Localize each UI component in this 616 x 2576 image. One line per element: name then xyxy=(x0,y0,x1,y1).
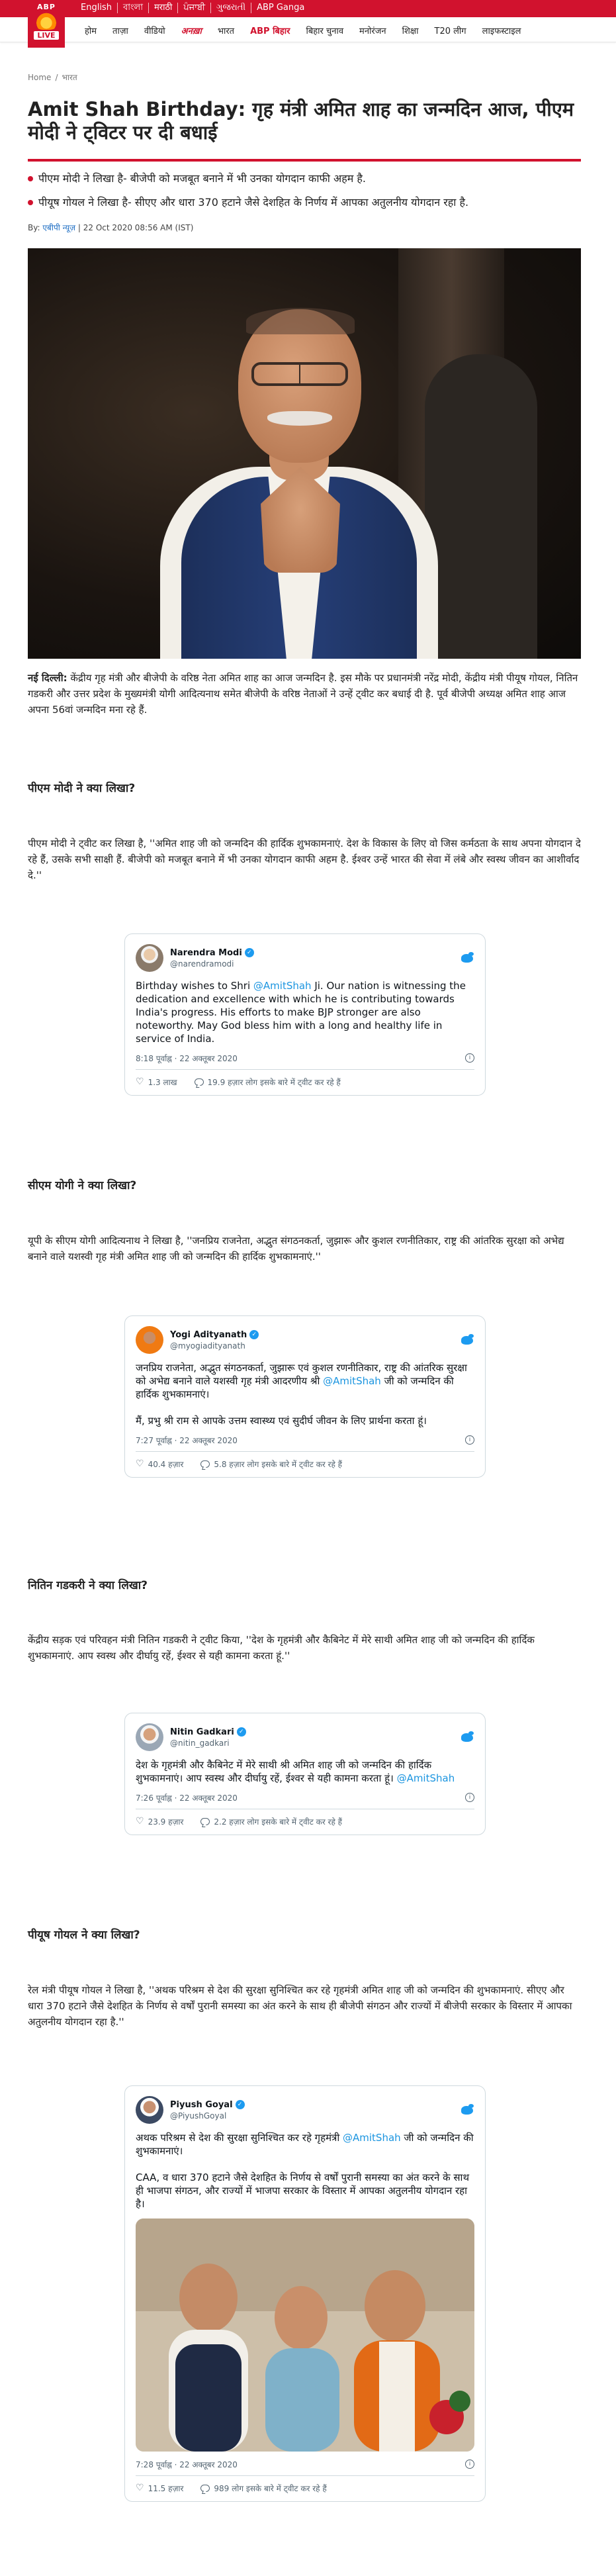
tweet-text xyxy=(136,1361,474,1427)
publish-date: 22 Oct 2020 08:56 AM (IST) xyxy=(83,223,194,232)
tweet-author-handle[interactable]: @nitin_gadkari xyxy=(170,1738,230,1748)
nav-video[interactable]: वीडियो xyxy=(144,26,165,36)
article-title: Amit Shah Birthday: गृह मंत्री अमित शाह का जन्मदिन आज, पीएम मोदी ने ट्विटर पर दी बधाई xyxy=(28,98,574,144)
info-icon[interactable]: i xyxy=(465,1793,474,1802)
highlight-item: पीयूष गोयल ने लिखा है- सीएए और धारा 370 हटाने जैसे देशहित के निर्णय में आपका अतुलनीय योगदान रहा है. xyxy=(28,195,581,211)
breadcrumb-section[interactable]: भारत xyxy=(62,73,77,82)
tweet-mention-link[interactable]: @AmitShah xyxy=(396,1772,455,1784)
lang-marathi[interactable]: मराठी xyxy=(149,3,178,13)
language-list xyxy=(75,3,310,13)
tweet-author-handle[interactable]: @myogiadityanath xyxy=(170,1341,245,1351)
section-paragraph-goyal: रेल मंत्री पीयूष गोयल ने लिखा है, ''अथक परिश्रम से देश की सुरक्षा सुनिश्चित कर रहे गृहमंत्री अमित शाह जी को जन्मदिन की शुभकामनाएं. सीएए और धारा 370 हटाने जैसे देशहित के निर्णय से वर्षों पुरानी समस्या का अंत करने के साथ ही बीजेपी संगठन और राज्यों में बीजेपी सरकार के विस्तार में आपका अतुलनीय योगदान रहा है.'' xyxy=(28,1984,572,2028)
article-highlights xyxy=(28,171,581,218)
verified-badge-icon: ✓ xyxy=(245,948,254,957)
tweet-text-part: जनप्रिय राजनेता, अद्भुत संगठनकर्ता, जुझारू एवं कुशल रणनीतिकार, राष्ट्र की आंतरिक सुरक्षा को अभेद्य बनाने वाले यशस्वी गृह मंत्री आदरणीय श्री xyxy=(136,1362,467,1387)
lang-gujarati[interactable]: ગુજરાતી xyxy=(211,3,251,13)
tweet-author-handle[interactable]: @PiyushGoyal xyxy=(170,2111,227,2121)
lead-dateline: नई दिल्ली: xyxy=(28,672,67,684)
abp-live-logo[interactable] xyxy=(28,0,65,48)
tweet-text xyxy=(136,2131,474,2211)
tweet-mention-link[interactable]: @AmitShah xyxy=(253,980,312,992)
twitter-bird-icon[interactable] xyxy=(460,2104,474,2116)
lang-bangla[interactable]: বাংলা xyxy=(118,3,149,13)
tweet-text-part: जी को जन्मदिन की शुभकामनाएं। CAA, व धारा 370 हटाने जैसे देशहित के निर्णय से वर्षों पुरानी समस्या का अंत करने के साथ ही भाजपा संगठन, और राज्यों में भाजपा सरकार के विस्तार में आपका अतुलनीय योगदान रहा है। xyxy=(136,2132,474,2210)
author-link[interactable]: एबीपी न्यूज़ xyxy=(42,223,76,232)
nav-t20-league[interactable]: T20 लीग xyxy=(434,26,466,36)
verified-badge-icon: ✓ xyxy=(237,1727,246,1737)
tweet-embed-yogi[interactable] xyxy=(124,1315,486,1478)
tweet-timestamp[interactable]: 7:28 पूर्वाह्न · 22 अक्तूबर 2020 xyxy=(136,2459,238,2469)
tweet-talking-count[interactable]: 19.9 हज़ार लोग इसके बारे में ट्वीट कर रहे हैं xyxy=(207,1077,341,1087)
nav-abp-bihar-label: ABP बिहार xyxy=(250,26,290,36)
tweet-like-count: 23.9 हज़ार xyxy=(148,1817,184,1827)
twitter-bird-icon[interactable] xyxy=(460,1334,474,1346)
hero-image xyxy=(28,248,581,659)
lang-english[interactable]: English xyxy=(75,3,118,13)
reply-icon[interactable] xyxy=(200,1460,210,1468)
tweet-divider xyxy=(136,1451,474,1452)
heart-icon[interactable]: ♡ xyxy=(136,2483,144,2493)
lang-punjabi[interactable]: ਪੰਜਾਬੀ xyxy=(178,3,211,13)
reply-icon[interactable] xyxy=(195,1078,204,1086)
byline xyxy=(28,222,193,233)
verified-badge-icon: ✓ xyxy=(236,2100,245,2109)
tweet-like-count: 1.3 लाख xyxy=(148,1077,177,1087)
info-icon[interactable]: i xyxy=(465,1053,474,1063)
nav-bihar-election[interactable]: बिहार चुनाव xyxy=(306,26,344,36)
tweet-text-part: देश के गृहमंत्री और कैबिनेट में मेरे साथी श्री अमित शाह जी को जन्मदिन की हार्दिक शुभकामनाएं। आप स्वस्थ और दीर्घायु रहें, ईश्वर से यही कामना करता हूं। xyxy=(136,1759,432,1784)
tweet-embed-gadkari[interactable] xyxy=(124,1713,486,1835)
section-heading-modi: पीएम मोदी ने क्या लिखा? xyxy=(28,782,136,795)
nav-lifestyle[interactable]: लाइफस्टाइल xyxy=(482,26,521,36)
byline-separator: | xyxy=(77,223,83,232)
tweet-author-name[interactable]: Yogi Adityanath xyxy=(170,1329,247,1340)
info-icon[interactable]: i xyxy=(465,2459,474,2469)
byline-prefix: By: xyxy=(28,223,40,232)
section-paragraph-yogi: यूपी के सीएम योगी आदित्यनाथ ने लिखा है, ''जनप्रिय राजनेता, अद्भुत संगठनकर्ता, जुझारू और कुशल रणनीतिकार, राष्ट्र की आंतरिक सुरक्षा को अभेद्य बनाने वाले यशस्वी गृह मंत्री अमित शाह जी को जन्मदिन की हार्दिक शुभकामनाएं.'' xyxy=(28,1235,564,1263)
breadcrumb-separator: / xyxy=(55,73,58,82)
tweet-embed-goyal[interactable] xyxy=(124,2085,486,2502)
heart-icon[interactable]: ♡ xyxy=(136,1076,144,1087)
tweet-author-name[interactable]: Narendra Modi xyxy=(170,947,242,958)
tweet-mention-link[interactable]: @AmitShah xyxy=(343,2132,401,2144)
nav-latest[interactable]: ताज़ा xyxy=(112,26,128,36)
breadcrumb xyxy=(28,72,77,83)
tweet-author-name[interactable]: Piyush Goyal xyxy=(170,2099,233,2110)
nav-india[interactable]: भारत xyxy=(217,26,235,36)
main-nav xyxy=(0,17,616,42)
logo-live-badge: LIVE xyxy=(34,31,58,40)
twitter-bird-icon[interactable] xyxy=(460,1731,474,1743)
tweet-embed-modi[interactable] xyxy=(124,933,486,1096)
tweet-photo-illustration xyxy=(136,2218,474,2452)
language-bar xyxy=(0,0,616,17)
verified-badge-icon: ✓ xyxy=(249,1330,259,1339)
tweet-author-handle[interactable]: @narendramodi xyxy=(170,959,234,969)
tweet-photo[interactable] xyxy=(136,2218,474,2452)
section-heading-yogi: सीएम योगी ने क्या लिखा? xyxy=(28,1179,137,1192)
lang-abp-ganga[interactable]: ABP Ganga xyxy=(257,3,305,13)
avatar[interactable] xyxy=(136,944,163,972)
tweet-like-count: 40.4 हज़ार xyxy=(148,1459,184,1469)
section-heading-gadkari: नितिन गडकरी ने क्या लिखा? xyxy=(28,1579,148,1592)
tweet-text-part: अथक परिश्रम से देश की सुरक्षा सुनिश्चित कर रहे गृहमंत्री xyxy=(136,2132,343,2144)
highlight-item: पीएम मोदी ने लिखा है- बीजेपी को मजबूत बनाने में भी उनका योगदान काफी अहम है. xyxy=(28,171,581,187)
breadcrumb-home[interactable]: Home xyxy=(28,73,52,82)
tweet-text xyxy=(136,1758,474,1785)
nav-home[interactable]: होम xyxy=(85,26,97,36)
title-divider xyxy=(28,159,581,162)
tweet-like-count: 11.5 हज़ार xyxy=(148,2483,184,2493)
lead-text: केंद्रीय गृह मंत्री और बीजेपी के वरिष्ठ नेता अमित शाह का आज जन्मदिन है. इस मौके पर प्रधानमंत्री नरेंद्र मोदी, केंद्रीय मंत्री पीयूष गोयल, नितिन गडकरी और उत्तर प्रदेश के मुख्यमंत्री योगी आदित्यनाथ समेत बीजेपी के वरिष्ठ नेताओं ने उन्हें ट्वीट कर बधाई दी है. पूर्व बीजेपी अध्यक्ष अमित शाह आज अपना 56वां जन्मदिन मना रहे हैं. xyxy=(28,672,578,716)
tweet-author-name[interactable]: Nitin Gadkari xyxy=(170,1727,234,1737)
heart-icon[interactable]: ♡ xyxy=(136,1458,144,1469)
tweet-mention-link[interactable]: @AmitShah xyxy=(323,1375,381,1387)
logo-emblem-icon xyxy=(34,13,59,30)
nav-abp-bihar[interactable] xyxy=(250,24,290,36)
logo-brand: ABP xyxy=(37,3,56,11)
nav-special[interactable]: अनख़ा xyxy=(181,26,202,36)
twitter-bird-icon[interactable] xyxy=(460,952,474,964)
tweet-text-part: जी को जन्मदिन की हार्दिक शुभकामनाएं। मैं, प्रभु श्री राम से आपके उत्तम स्वास्थ्य एवं सुदीर्घ जीवन के लिए प्रार्थना करता हूं। xyxy=(136,1375,454,1427)
avatar[interactable] xyxy=(136,1723,163,1751)
info-icon[interactable]: i xyxy=(465,1435,474,1445)
tweet-text xyxy=(136,979,474,1045)
tweet-talking-count[interactable]: 5.8 हज़ार लोग इसके बारे में ट्वीट कर रहे हैं xyxy=(214,1459,343,1469)
tweet-text-part: Ji. Our nation is witnessing the dedication and excellence with which he is contributing towards India's progress. His efforts to make BJP stronger are also noteworthy. May God bless him with a long and healthy life in service of India. xyxy=(136,980,466,1045)
article-lead xyxy=(28,670,581,718)
tweet-talking-count[interactable]: 989 लोग इसके बारे में ट्वीट कर रहे हैं xyxy=(214,2483,327,2493)
heart-icon[interactable]: ♡ xyxy=(136,1816,144,1827)
avatar[interactable] xyxy=(136,1326,163,1354)
tweet-talking-count[interactable]: 2.2 हज़ार लोग इसके बारे में ट्वीट कर रहे हैं xyxy=(214,1817,343,1827)
avatar[interactable] xyxy=(136,2096,163,2124)
tweet-divider xyxy=(136,2475,474,2476)
tweet-timestamp[interactable]: 7:27 पूर्वाह्न · 22 अक्तूबर 2020 xyxy=(136,1435,238,1445)
section-paragraph-gadkari: केंद्रीय सड़क एवं परिवहन मंत्री नितिन गडकरी ने ट्वीट किया, ''देश के गृहमंत्री और कैबिनेट में मेरे साथी अमित शाह जी को जन्मदिन की हार्दिक शुभकामनाएं. आप स्वस्थ और दीर्घायु रहें, ईश्वर से यही कामना करता हूं.'' xyxy=(28,1634,535,1662)
section-heading-goyal: पीयूष गोयल ने क्या लिखा? xyxy=(28,1929,140,1942)
nav-entertainment[interactable]: मनोरंजन xyxy=(359,26,386,36)
section-paragraph-modi: पीएम मोदी ने ट्वीट कर लिखा है, ''अमित शाह जी को जन्मदिन की हार्दिक शुभकामनाएं. देश के विकास के लिए वो जिस कर्मठता के साथ अपना योगदान दे रहे हैं, उसके सभी साक्षी हैं. बीजेपी को मजबूत बनाने में भी उनका योगदान काफी अहम है. ईश्वर उन्हें भारत की सेवा में लंबे और स्वस्थ जीवन का आशीर्वाद दे.'' xyxy=(28,837,581,881)
reply-icon[interactable] xyxy=(200,2485,210,2492)
tweet-divider xyxy=(136,1069,474,1070)
reply-icon[interactable] xyxy=(200,1818,210,1825)
nav-education[interactable]: शिक्षा xyxy=(402,26,419,36)
tweet-text-part: Birthday wishes to Shri xyxy=(136,980,253,992)
tweet-timestamp[interactable]: 8:18 पूर्वाह्न · 22 अक्तूबर 2020 xyxy=(136,1053,238,1063)
tweet-timestamp[interactable]: 7:26 पूर्वाह्न · 22 अक्तूबर 2020 xyxy=(136,1793,238,1803)
